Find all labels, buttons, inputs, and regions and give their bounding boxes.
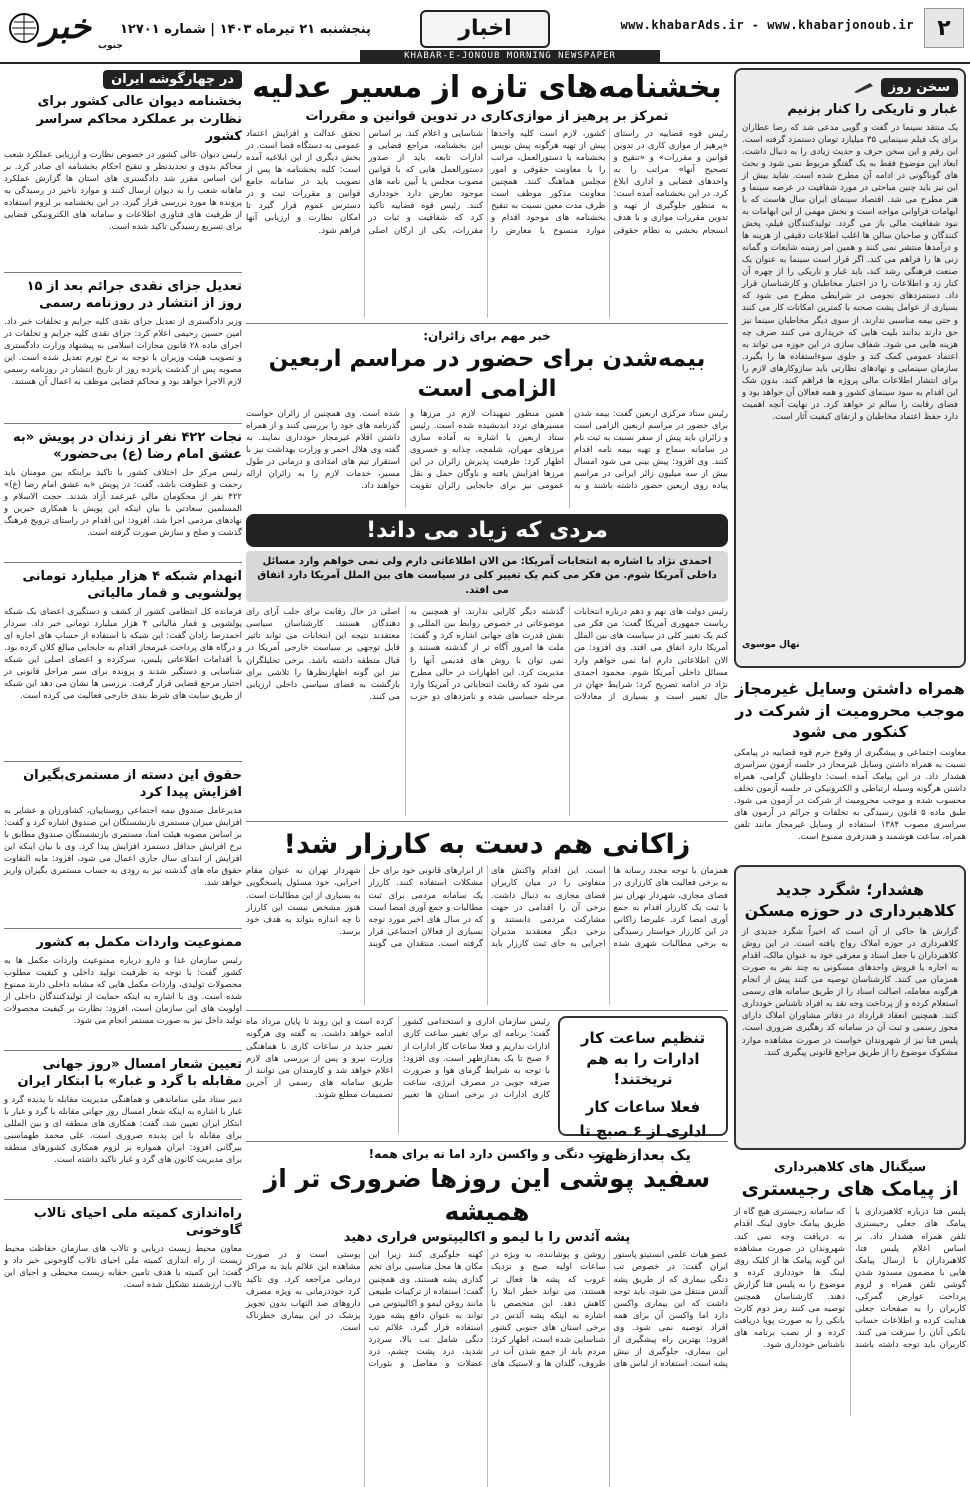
list-item-body: وزیر دادگستری از تعدیل جزای نقدی کلیه جرایم و تخلفات خبر داد. امین حسین رحیمی اعلام کرد: جزای نقدی کلیه جرایم و تخلفات در اجرای ماده ۲۸ قانون مجازات اسلامی به پیشنهاد وزارت دادگستری و تصویب هیئت وزیران با توجه به نرخ تورم تعدیل شده است. این مصوبه پس از گذشت پانزده روز از تاریخ انتشار در روزنامه رسمی لازم الاجرا خواهد بود و محاکم قضایی موظف به اعمال آن هستند. (4, 316, 242, 388)
section-tab: اخبار (420, 10, 550, 48)
logo (6, 4, 123, 52)
editorial-author: نهال موسوی (742, 639, 800, 650)
konkur-title: همراه داشتن وسایل غیرمجاز موجب محرومیت از شرکت در کنکور می شود (735, 679, 965, 742)
list-item-body: رئیس مرکز حل اختلاف کشور با تاکید براینکه بین مومنان باید رحمت و عطوفت باشد، گفت: در پویش «به عشق امام رضا (ع)» ۴۲۲ نفر از محکومان مالی غیرعمد آزاد شدند. حجت الاسلام و المسلمین سعادتی با بیان اینکه این پویش با همکاری خیرین و نهادهای مردمی اجرا شد، افزود: این اقدام در راستای ترویج فرهنگ گذشت و صلح و سازش صورت گرفته است. (4, 467, 242, 539)
list-item-body: رئیس سازمان غذا و دارو درباره ممنوعیت واردات مکمل ها به کشور گفت: با توجه به ظرفیت تولید داخلی و کیفیت مطلوب محصولات تولیدی، واردات مکمل هایی که مشابه داخلی دارند ممنوع شده است. وی با اشاره به اینکه حمایت از تولیدکنندگان داخلی از اولویت های این سازمان است، افزود: نظارت بر کیفیت محصولات تولید داخل نیز به صورت مستمر انجام می شود. (4, 955, 242, 1026)
ahmadinejad-lead: احمدی نژاد با اشاره به انتخابات آمریکا: من الان اطلاعاتی دارم ولی نمی خواهم وارد مسائل داخلی آمریکا شوم. من فکر می کنم یک تغییر کلی در سیاست های بین الملل آمریکا دارد اتفاق می افتد. (246, 551, 728, 603)
list-item-body: معاون محیط زیست دریایی و تالاب های سازمان حفاظت محیط زیست از راه اندازی کمیته ملی احیای تالاب گاوخونی خبر داد و گفت: این کمیته با هدف تامین حقابه زیست محیطی و احیای این تالاب ارزشمند تشکیل شده است. (4, 1243, 242, 1290)
housing-fraud-box (734, 865, 966, 1150)
left-column (4, 68, 242, 1293)
list-item-body: مدیرعامل صندوق بیمه اجتماعی روستاییان، کشاورزان و عشایر به افزایش میزان مستمری بازنشستگان این صندوق اشاره کرد و گفت: بر اساس مصوبه هیئت امنا، مستمری بازنشستگان صندوق مطابق با نرخ افزایش حداقل دستمزد افزایش پیدا کرد. وی با بیان اینکه این افزایش از ابتدای سال جاری اعمال می شود، افزود: مابه التفاوت حقوق ماه های گذشته نیز به زودی به حساب مستمری بگیران واریز خواهد شد. (3, 806, 242, 889)
list-item-title: بخشنامه دیوان عالی کشور برای نظارت بر عملکرد محاکم سراسر کشور (36, 94, 242, 145)
list-item-title: تعدیل جزای نقدی جرائم بعد از ۱۵ روز از انتشار در روزنامه رسمی (26, 278, 242, 312)
office-hours-title: تنظیم ساعت کار ادارات را به هم نریختند! (580, 1029, 706, 1088)
masthead (0, 0, 970, 64)
lead-deck: تمرکز بر پرهیز از موازی‌کاری در تدوین قوانین و مقررات (305, 109, 669, 124)
main-column (246, 68, 728, 1487)
editorial-box (734, 68, 966, 668)
provinces-label: در چهارگوشه ایران (103, 70, 242, 89)
list-item-title: ممنوعیت واردات مکمل به کشور (36, 935, 242, 951)
provinces-list (4, 93, 242, 1293)
housing-fraud-title: هشدار؛ شگرد جدید کلاهبرداری در حوزه مسکن (744, 879, 956, 921)
office-hours-highlight: فعلا ساعات کار اداری از ۶ صبح تا یک بعدازظهر (579, 1098, 707, 1165)
list-item-title: تعیین شعار امسال «روز جهانی مقابله با گرد و غبار» با ابتکار ایران (17, 1056, 242, 1090)
office-hours-callout (558, 1016, 728, 1165)
right-column (734, 68, 966, 1416)
editorial-label: سخن روز (881, 78, 958, 97)
page-number: ۲ (924, 8, 964, 48)
logo-sub: جنوب (98, 41, 123, 51)
registry-body: پلیس فتا درباره کلاهبرداری با پیامک های جعلی رجیستری تلفن همراه هشدار داد. بر اساس اعلام پلیس فتا، کلاهبرداران با ارسال پیامک هایی با مضمون مسدود شدن گوشی تلفن همراه و لزوم پرداخت عوارض گمرکی، کاربران را به صفحات جعلی هدایت کرده و اطلاعات حساب بانکی آنان را سرقت می کنند. کاربران باید توجه داشته باشند که سامانه رجیستری هیچ گاه از طریق پیامک حاوی لینک اقدام به دریافت وجه نمی کند. شهروندان در صورت مشاهده این گونه پیامک ها از کلیک روی لینک ها خودداری کرده و موضوع را به پلیس فتا گزارش دهند. کارشناسان همچنین توصیه می کنند رمز دوم کارت بانکی را به صورت پویا دریافت کرده و از نصب برنامه های ناشناس خودداری شود. (734, 1207, 966, 1351)
editorial-title: غبار و تاریکی را کنار بزنیم (787, 102, 958, 117)
issue-date: پنجشنبه ۲۱ تیرماه ۱۴۰۳ | شماره ۱۲۷۰۱ (120, 22, 371, 37)
list-item-body: فرمانده کل انتظامی کشور از کشف و دستگیری اعضای یک شبکه پولشویی و قمار مالیاتی ۴ هزار میلیارد تومانی خبر داد. سردار احمدرضا رادان گفت: این شبکه با استفاده از حساب های اجاره ای و درگاه های پرداخت غیرمجاز اقدام به جابجایی مبالغ کلان کرده بود. با اقدامات اطلاعاتی پلیس، سرکرده و اعضای اصلی این شبکه شناسایی و دستگیر شدند و پرونده برای سیر مراحل قانونی در اختیار مرجع قضایی قرار گرفت. بررسی ها نشان می دهد این شبکه از طریق سایت های شرط بندی خارجی فعالیت می کرده است. (4, 606, 242, 702)
editorial-body: یک منتقد سینما در گفت و گویی مدعی شد که رضا عطاران برای یک فیلم سینمایی ۳۵ میلیارد تومان دستمزد گرفته است. این رقم و این سخن حرف و حدیث زیادی را به دنبال داشت. ابعاد این موضوع فقط به یک گفتگو مربوط نمی شود و بحث های گوناگونی در ادامه آن مطرح شده است. شاید بیش از این نیز باید چنین مباحثی در مورد شفافیت در عرصه سینما و هنر مطرح می شد. اقتصاد سینمای ایران سال هاست که با ابهامات فراوانی مواجه است و بخش مهمی از این ابهامات به نبود شفافیت مالی باز می گردد. تولیدکنندگان فیلم، پخش کنندگان و صاحبان سالن ها اغلب اطلاعات دقیقی از هزینه ها و درآمدها منتشر نمی کنند و همین امر زمینه شایعات و گمانه زنی ها را فراهم می کند. اگر قرار است سینما به عنوان یک صنعت فرهنگی رشد کند، باید غبار و تاریکی را از چهره آن کنار زد و اطلاعات را در اختیار مخاطبان و کارشناسان قرار داد. دستمزدهای نجومی در شرایطی مطرح می شود که بسیاری از عوامل پشت صحنه با کمترین امکانات کار می کنند و حتی بیمه مناسبی ندارند. از سوی دیگر مخاطبان سینما نیز حق دارند بدانند بلیت هایی که خریداری می کنند صرف چه هزینه هایی می شود. شفاف سازی در این حوزه می تواند به اعتماد عمومی کمک کند و جلوی سوءاستفاده ها را بگیرد. سازمان سینمایی و نهادهای نظارتی باید سازوکارهای لازم را برای انتشار اطلاعات مالی پروژه ها فراهم کنند. بدون شک این اقدام به سود سینمای کشور و همه فعالان آن خواهد بود و فضای رقابت را سالم تر خواهد کرد. در نهایت آنچه اهمیت دارد حفظ اعتماد مخاطبان و ارتقای کیفیت آثار است. (742, 122, 958, 423)
dengue-body: عضو هیات علمی انستیتو پاستور ایران گفت: در خصوص تب دنگی بیماری که از طریق پشه آئدس منتقل می شود، باید توجه داشت که این بیماری واکسن دارد اما واکسن آن برای همه افراد توصیه نمی شود. وی افزود: بهترین راه پیشگیری از این بیماری، جلوگیری از نیش پشه است. استفاده از لباس های روشن و پوشاننده، به ویژه در ساعات اولیه صبح و نزدیک غروب که پشه ها فعال تر هستند، می تواند خطر ابتلا را کاهش دهد. این متخصص با اشاره به اینکه پشه آئدس در برخی استان های جنوبی کشور شناسایی شده است، اظهار کرد: مردم باید از جمع شدن آب در ظروف، گلدان ها و لاستیک های کهنه جلوگیری کنند زیرا این مکان ها محل مناسبی برای تخم گذاری پشه هستند. وی همچنین گفت: استفاده از ترکیبات طبیعی مانند روغن لیمو و اکالیپتوس می تواند به عنوان دافع پشه مورد استفاده قرار گیرد. علائم تب دنگی شامل تب بالا، سردرد شدید، درد پشت چشم، درد عضلات و مفاصل و بثورات پوستی است و در صورت مشاهده این علائم باید به مراکز درمانی مراجعه کرد. وی تاکید کرد خوددرمانی به ویژه مصرف داروهای ضد التهاب بدون تجویز پزشک در این بیماری خطرناک است. (246, 1250, 728, 1369)
pen-icon (853, 81, 875, 93)
dengue-kicker: تب دنگی و واکسن دارد اما نه برای همه! (368, 1147, 606, 1162)
list-item-body: رئیس دیوان عالی کشور در خصوص نظارت و ارزیابی عملکرد شعب محاکم بدوی و تجدیدنظر و تنقیح احکام بخشنامه ای صادر کرد. بر این اساس مقرر شد دادگستری های استان ها گزارش عملکرد ماهانه شعب را به دیوان ارسال کنند و موارد تاخیر در رسیدگی به پرونده ها مورد بررسی قرار گیرد. در این بخشنامه بر لزوم استفاده از ظرفیت های فناوری اطلاعات و سامانه های الکترونیکی قضایی برای تسریع رسیدگی تاکید شده است. (4, 149, 242, 233)
zakani-headline: زاکانی هم دست به کارزار شد! (283, 829, 691, 861)
logo-text: خبر (40, 7, 92, 47)
list-item-title: نجات ۴۲۲ نفر از زندان در پویش «به عشق امام رضا (ع) بی‌حضور» (12, 429, 242, 463)
registry-title: از پیامک های رجیستری (741, 1177, 959, 1200)
lead-body: رئیس قوه قضاییه در راستای «پرهیز از موازی کاری در تدوین قوانین و مقررات» و «تنقیح و تصحیح آنها» مراتب را به واحدهای قضایی و اداری ابلاغ کرد. در این بخشنامه آمده است: به منظور جلوگیری از تهیه و تدوین مقررات موازی و با هدف انسجام بخشی به نظام حقوقی کشور، لازم است کلیه واحدها پیش از تهیه هرگونه پیش نویس بخشنامه یا دستورالعمل، مراتب را با معاونت حقوقی و امور مجلس هماهنگ کنند. همچنین معاونت مذکور موظف است ظرف مدت معین نسبت به تنقیح بخشنامه های موجود اقدام و موارد منسوخ یا معارض را شناسایی و اعلام کند. بر اساس این بخشنامه، مراجع قضایی و ادارات تابعه باید از صدور دستورالعمل هایی که با قوانین مصوب مجلس یا آیین نامه های موجود تعارض دارد خودداری کنند. رئیس قوه قضاییه تاکید کرد که شفافیت و ثبات در مقررات، یکی از ارکان اصلی تحقق عدالت و افزایش اعتماد عمومی به دستگاه قضا است. در بخش دیگری از این ابلاغیه آمده است: کلیه بخشنامه ها پس از تصویب باید در سامانه جامع قوانین و مقررات ثبت و در دسترس عموم قرار گیرد تا امکان نظارت و ارزیابی آنها فراهم شود. (246, 129, 728, 236)
zakani-body: همزمان با توجه مجدد رسانه ها به برخی فعالیت های کارزاری در فضای مجازی، شهردار تهران نیز با ثبت یک کارزار اقدام به جمع آوری امضا کرد. علیرضا زاکانی در این کارزار خواستار رسیدگی به برخی مطالبات شهری شده است. این اقدام واکنش های متفاوتی را در میان کاربران فضای مجازی به دنبال داشت. برخی آن را اقدامی در جهت مشارکت مردمی دانستند و برخی دیگر معتقدند مدیران اجرایی به جای ثبت کارزار باید از ابزارهای قانونی خود برای حل مشکلات استفاده کنند. کارزار یک سامانه مردمی برای ثبت مطالبات و جمع آوری امضا است که در سال های اخیر مورد توجه بسیاری از فعالان اجتماعی قرار گرفته است. منتقدان می گویند شهردار تهران به عنوان مقام اجرایی، خود مسئول پاسخگویی به بسیاری از این مطالبات است. هنوز مشخص نیست این کارزار تا چه اندازه بتواند به هدف خود برسد. (246, 866, 728, 949)
list-item-title: راه‌اندازی کمیته ملی احیای تالاب گاوخونی (33, 1205, 242, 1239)
arbaeen-body: رئیس ستاد مرکزی اربعین گفت: بیمه شدن برای حضور در مراسم اربعین الزامی است و زائران باید پیش از سفر نسبت به ثبت نام در سامانه سماح و تهیه بیمه نامه اقدام کنند. وی افزود: پیش بینی می شود امسال بیش از سه میلیون زائر ایرانی در مراسم پیاده روی اربعین حضور داشته باشند و به همین منظور تمهیدات لازم در مرزها و مسیرهای تردد اندیشیده شده است. رئیس ستاد اربعین با اشاره به آماده سازی مرزهای مهران، شلمچه، چذابه و خسروی اظهار کرد: ظرفیت پذیرش زائران در این مرزها افزایش یافته و ناوگان حمل و نقل عمومی نیز برای جابجایی زائران تقویت شده است. وی همچنین از زائران خواست گذرنامه های خود را بررسی کنند و از همراه داشتن اقلام غیرمجاز خودداری نمایند. به گفته وی هلال احمر و وزارت بهداشت نیز با استقرار تیم های امدادی و درمانی در طول مسیر، خدمات لازم را به زائران ارائه خواهند داد. (246, 408, 728, 492)
dengue-deck: پشه آئدس را با لیمو و اکالیپتوس فراری دهید (343, 1230, 631, 1246)
tagline-ribbon: KHABAR-E-JONOUB MORNING NEWSPAPER (360, 50, 660, 62)
list-item-title: حقوق این دسته از مستمری‌بگیران افزایش پیدا کرد (23, 767, 242, 801)
arbaeen-headline: بیمه‌شدن برای حضور در مراسم اربعین الزامی است (268, 346, 706, 402)
ahmadinejad-banner: مردی که زیاد می داند! (246, 514, 728, 547)
list-item-title: انهدام شبکه ۴ هزار میلیارد تومانی پولشویی و قمار مالیاتی (22, 568, 242, 602)
konkur-body: معاونت اجتماعی و پیشگیری از وقوع جرم قوه قضاییه در پیامکی نسبت به همراه داشتن وسایل غیرمجاز در جلسه آزمون سراسری هشدار داد. در این پیامک آمده است: داوطلبان گرامی، همراه داشتن هرگونه وسیله ارتباطی و الکترونیکی در جلسه آزمون تخلف محسوب شده و موجب محرومیت از شرکت در آزمون می شود. طبق ماده ۵ قانون رسیدگی به تخلفات و جرائم در آزمون های سراسری مصوب ۱۳۸۴ استفاده از وسایل غیرمجاز مانند تلفن همراه، ساعت هوشمند و هندزفری ممنوع است. (734, 747, 966, 843)
housing-fraud-body: گزارش ها حاکی از آن است که اخیراً شگرد جدیدی از کلاهبرداری در حوزه املاک رواج یافته است. در این روش کلاهبرداران با جعل اسناد و معرفی خود به عنوان مالک، اقدام به اجاره یا فروش واحدهای مسکونی به چند نفر به صورت همزمان می کنند. کارشناسان توصیه می کنند پیش از انجام هرگونه معامله، اصالت اسناد را از طریق سامانه های رسمی استعلام کرده و از پرداخت وجه نقد به افراد ناشناس خودداری کنند. همچنین انعقاد قرارداد در دفاتر مشاوران املاک دارای مجوز رسمی و ثبت آن در سامانه کد رهگیری ضروری است. پلیس فتا نیز از شهروندان خواست در صورت مشاهده موارد مشکوک موضوع را از طریق مراجع قانونی پیگیری کنند. (742, 926, 958, 1058)
arbaeen-kicker: خبر مهم برای زائران: (423, 329, 551, 343)
site-url[interactable]: www.khabarAds.ir - www.khabarjonoub.ir (620, 18, 914, 32)
registry-kicker: سیگنال های کلاهبرداری (773, 1159, 927, 1175)
ahmadinejad-body: رئیس دولت های نهم و دهم درباره انتخابات ریاست جمهوری آمریکا گفت: من فکر می کنم یک تغییر کلی در سیاست های بین الملل آمریکا دارد اتفاق می افتد. وی افزود: من الان اطلاعاتی دارم اما نمی خواهم وارد مسائل داخلی آمریکا شوم. محمود احمدی نژاد در ادامه تصریح کرد: شرایط جهان در حال تغییر است و بسیاری از معادلات گذشته دیگر کارایی ندارند. او همچنین به موضوعاتی در خصوص روابط بین المللی و نقش قدرت های جهانی اشاره کرد و گفت: ملت ها امروز آگاه تر از گذشته هستند و نمی توان با روش های قدیمی آنها را مدیریت کرد. این اظهارات در حالی مطرح می شود که رقابت انتخاباتی در آمریکا وارد مرحله حساسی شده و نامزدهای دو حزب اصلی در حال رقابت برای جلب آرای رای دهندگان هستند. کارشناسان سیاسی معتقدند نتیجه این انتخابات می تواند تاثیر قابل توجهی بر سیاست خارجی آمریکا در قبال منطقه داشته باشد. برخی تحلیلگران نیز این گونه اظهارنظرها را تلاشی برای بازگشت به فضای سیاسی داخلی ارزیابی می کنند. (246, 607, 728, 702)
dengue-headline: سفید پوشی این روزها ضروری تر از همیشه (263, 1164, 711, 1226)
office-hours-body: رئیس سازمان اداری و استخدامی کشور گفت: برنامه ای برای تغییر ساعت کاری ادارات نداریم و فعلا ساعات کار ادارات از ۶ صبح تا یک بعدازظهر است. وی افزود: با توجه به شرایط گرمای هوا و ضرورت صرفه جویی در مصرف انرژی، ساعت کاری ادارات در برخی استان ها تغییر کرده است و این روند تا پایان مرداد ماه ادامه خواهد داشت. به گفته وی هرگونه تغییر جدید در ساعات کاری با هماهنگی وزارت نیرو و پس از بررسی های لازم اعلام خواهد شد و کارمندان می توانند از طریق سامانه های رسمی از آخرین تصمیمات مطلع شوند. (246, 1017, 550, 1100)
list-item-body: دبیر ستاد ملی ساماندهی و هماهنگی مدیریت مقابله با پدیده گرد و غبار با اشاره به اینکه شعار امسال روز جهانی مقابله با گرد و غبار با ابتکار ایران تعیین شد، گفت: همکاری های منطقه ای و بین المللی برای مقابله با این پدیده ضروری است. علی محمد طهماسبی بیرگانی افزود: ایران همواره بر لزوم همکاری کشورهای منطقه برای مدیریت کانون های گرد و غبار تاکید داشته است. (4, 1094, 242, 1165)
lead-headline: بخشنامه‌های تازه از مسیر عدلیه (252, 70, 722, 105)
